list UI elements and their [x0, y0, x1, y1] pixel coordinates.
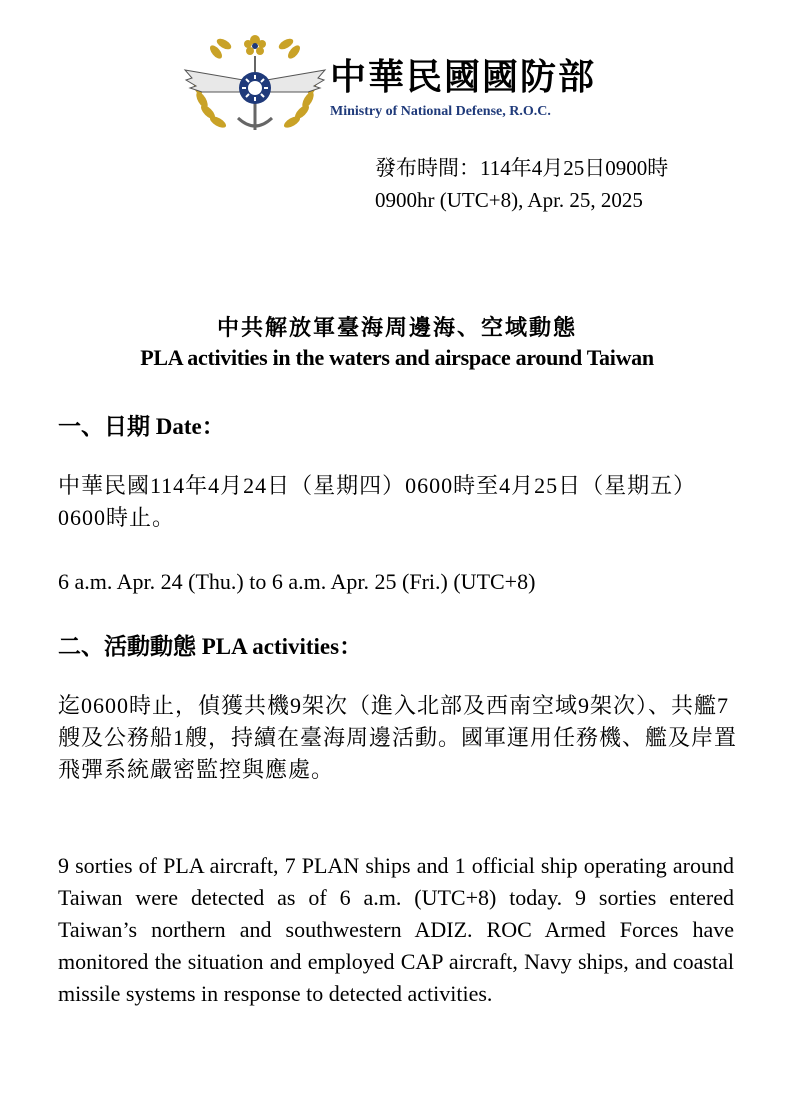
title-en: PLA activities in the waters and airspace around Taiwan	[140, 345, 654, 370]
release-time-en: 0900hr (UTC+8), Apr. 25, 2025	[375, 188, 643, 212]
activities-text-zh: 迄0600時止，偵獲共機9架次（進入北部及西南空域9架次）、共艦7艘及公務船1艘，持續在臺海周邊活動。國軍運用任務機、艦及岸置飛彈系統嚴密監控與應處。	[58, 693, 738, 782]
org-name-zh: 中華民國國防部	[330, 57, 597, 98]
release-time-zh: 發布時間：114年4月25日0900時	[375, 156, 669, 180]
date-text-en: 6 a.m. Apr. 24 (Thu.) to 6 a.m. Apr. 25 (Fri.) (UTC+8)	[58, 569, 536, 594]
release-time	[375, 152, 668, 216]
section-activities-heading: 二、活動動態 PLA activities：	[58, 634, 363, 659]
org-name-en: Ministry of National Defense, R.O.C.	[330, 104, 551, 119]
activities-text-en: 9 sorties of PLA aircraft, 7 PLAN ships and 1 official ship operating around Taiwan were detected as of 6 a.m. (UTC+8) today. 9 sorties entered Taiwan’s northern and southwestern ADIZ. ROC Armed Forces have monitored the situation and employed CAP aircraft, Navy ships, and coastal missile systems in response to detected activities.	[58, 853, 734, 1006]
mnd-emblem-icon	[180, 30, 330, 142]
page-title	[0, 313, 794, 373]
date-text-zh: 中華民國114年4月24日（星期四）0600時至4月25日（星期五）0600時止。	[58, 473, 697, 530]
section-date-heading: 一、日期 Date：	[58, 414, 225, 439]
title-zh: 中共解放軍臺海周邊海、空域動態	[216, 315, 577, 340]
